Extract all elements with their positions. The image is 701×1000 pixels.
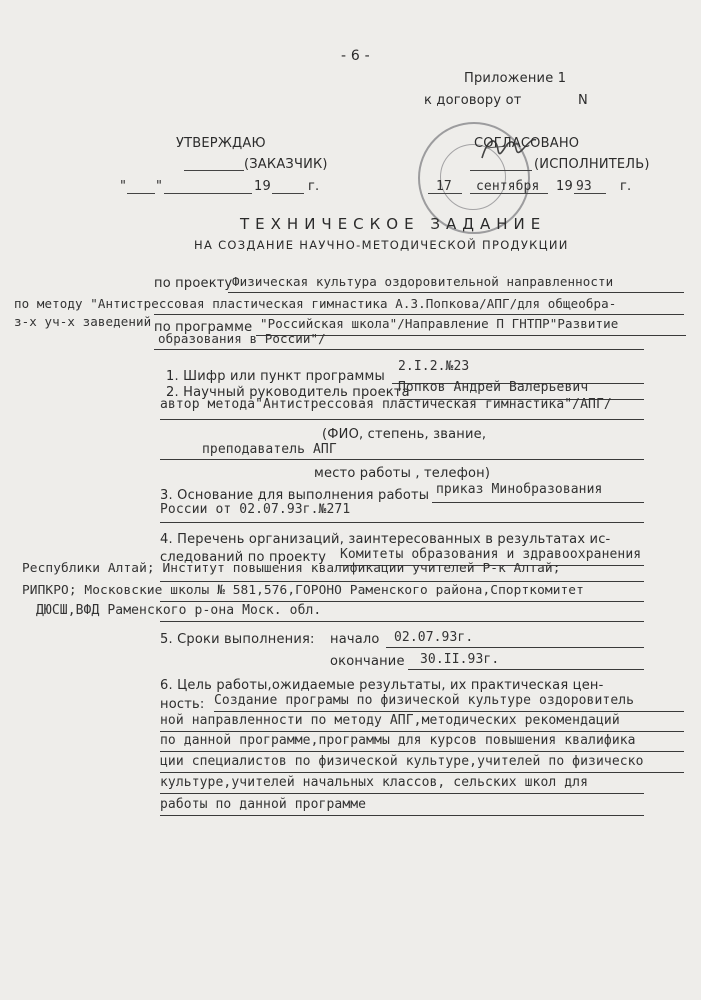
item2-value-line2: автор метода"Антистрессовая пластическая гимнастика"/АПГ/ (160, 397, 612, 412)
item6-value-line1: Создание програмы по физической культуре оздоровитель (214, 693, 635, 708)
approve-left-quote1: " (120, 179, 127, 194)
document-subtitle: НА СОЗДАНИЕ НАУЧНО-МЕТОДИЧЕСКОЙ ПРОДУКЦИИ (194, 238, 569, 252)
item5-start: 02.07.93г. (394, 630, 474, 645)
approve-right-title: СОГЛАСОВАНО (474, 136, 580, 151)
item5-label: 5. Сроки выполнения: (160, 632, 315, 647)
item5-end: 30.II.93г. (420, 652, 500, 667)
approve-right-role: (ИСПОЛНИТЕЛЬ) (534, 157, 650, 172)
approve-left-year-prefix: 19 (254, 179, 271, 194)
approve-left-role: (ЗАКАЗЧИК) (244, 157, 328, 172)
contract-number-mark: N (578, 93, 588, 108)
item6-value-line6: работы по данной программе (160, 797, 367, 812)
appendix-line2: к договору от (424, 93, 522, 108)
item2-label: 2. Научный руководитель проекта (166, 385, 410, 400)
approve-right-year-suffix: г. (620, 179, 632, 194)
program-label: по программе (154, 320, 253, 335)
item2-hint1: (ФИО, степень, звание, (322, 427, 487, 442)
approve-right-day: 17 (436, 179, 452, 194)
item6-value-line3: по данной программе,программы для курсов повышения квалифика (160, 733, 636, 748)
item4-value-line1: Комитеты образования и здравоохранения (340, 547, 642, 562)
item4-label-line1: 4. Перечень организаций, заинтересованных в результатах ис- (160, 532, 611, 547)
item4-value-line3: РИПКРО; Московские школы № 581,576,ГОРОНО Раменского района,Спорткомитет (22, 583, 584, 598)
approve-right-year-prefix: 19 (556, 179, 573, 194)
item1-value: 2.I.2.№23 (398, 359, 470, 374)
item2-hint2: место работы , телефон) (314, 466, 491, 481)
approve-right-month: сентября (476, 179, 540, 194)
document-title: ТЕХНИЧЕСКОЕ ЗАДАНИЕ (240, 215, 547, 233)
item2-value-line3: преподаватель АПГ (202, 442, 337, 457)
item6-label-line1: 6. Цель работы,ожидаемые результаты, их практическая цен- (160, 678, 604, 693)
item5-end-label: окончание (330, 654, 405, 669)
project-line4: "Российская школа"/Направление П ГНТПР"Развитие (260, 316, 619, 331)
project-line2: по методу "Антистрессовая пластическая гимнастика А.З.Попкова/АПГ/для общеобра- (14, 296, 617, 311)
item4-label-line2: следований по проекту (160, 550, 327, 565)
project-line3: з-х уч-х заведений (14, 314, 152, 329)
page-number: - 6 - (341, 48, 370, 64)
item3-value-line2: России от 02.07.93г.№271 (160, 502, 351, 517)
project-line5: образования в России"/ (158, 331, 326, 346)
approve-left-quote2: " (156, 179, 163, 194)
item2-value: Попков Андрей Валерьевич (398, 380, 589, 395)
project-line1: Физическая культура оздоровительной направленности (232, 274, 614, 289)
item5-start-label: начало (330, 632, 380, 647)
item6-value-line2: ной направленности по методу АПГ,методических рекомендаций (160, 713, 620, 728)
approve-left-title: УТВЕРЖДАЮ (176, 136, 266, 151)
appendix-line1: Приложение 1 (464, 71, 567, 86)
approve-left-year-suffix: г. (308, 179, 320, 194)
item6-value-line4: ции специалистов по физической культуре,учителей по физическо (160, 754, 644, 769)
item3-label: 3. Основание для выполнения работы (160, 488, 430, 503)
approve-right-year-value: 93 (576, 179, 592, 194)
item3-value: приказ Минобразования (436, 482, 603, 497)
item6-label-line2: ность: (160, 697, 205, 712)
item4-value-line2: Республики Алтай; Институт повышения квалификации учителей Р-к Алтай; (22, 561, 561, 576)
item1-label: 1. Шифр или пункт программы (166, 369, 386, 384)
item4-value-line4: ДЮСШ,ВФД Раменского р-она Моск. обл. (36, 603, 322, 618)
item6-value-line5: культуре,учителей начальных классов, сельских школ для (160, 775, 589, 790)
project-label: по проекту (154, 276, 233, 291)
